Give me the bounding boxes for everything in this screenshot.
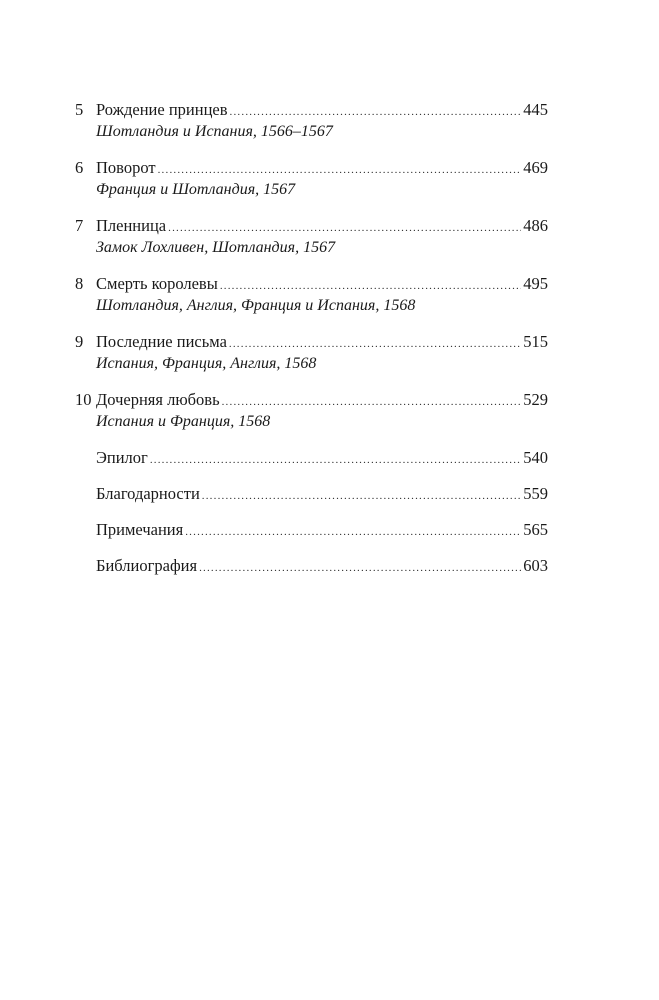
page-number[interactable]: 559 (523, 484, 548, 503)
toc-epilogue[interactable] (75, 447, 548, 469)
page-number[interactable]: 529 (523, 390, 548, 409)
page-number[interactable]: 565 (523, 520, 548, 539)
section-title[interactable]: Примечания (96, 520, 184, 539)
chapter-number: 6 (75, 158, 84, 177)
table-of-contents (75, 99, 548, 591)
toc-bibliography[interactable] (75, 555, 548, 577)
chapter-title[interactable]: Пленница (96, 216, 167, 235)
chapter-title[interactable]: Рождение принцев (96, 100, 228, 119)
dot-leader (229, 333, 521, 355)
section-title[interactable]: Библиография (96, 556, 198, 575)
toc-chapter-5[interactable] (75, 99, 548, 142)
page-number[interactable]: 515 (523, 332, 548, 351)
toc-acknowledgements[interactable] (75, 483, 548, 505)
chapter-number: 9 (75, 332, 84, 351)
chapter-title[interactable]: Смерть королевы (96, 274, 218, 293)
chapter-subtitle: Шотландия, Англия, Франция и Испания, 1568 (96, 297, 416, 314)
chapter-number: 10 (75, 390, 92, 409)
dot-leader (185, 521, 521, 543)
page-number[interactable]: 445 (523, 100, 548, 119)
page-number[interactable]: 486 (523, 216, 548, 235)
chapter-subtitle: Франция и Шотландия, 1567 (96, 181, 296, 198)
section-title[interactable]: Благодарности (96, 484, 200, 503)
chapter-title[interactable]: Последние письма (96, 332, 227, 351)
toc-chapter-8[interactable] (75, 273, 548, 316)
toc-chapter-6[interactable] (75, 157, 548, 200)
page-number[interactable]: 495 (523, 274, 548, 293)
chapter-title[interactable]: Поворот (96, 158, 156, 177)
page-number[interactable]: 603 (523, 556, 548, 575)
chapter-subtitle: Шотландия и Испания, 1566–1567 (96, 123, 333, 140)
dot-leader (158, 159, 522, 181)
page-number[interactable]: 540 (523, 448, 548, 467)
toc-chapter-10[interactable] (75, 389, 548, 432)
dot-leader (199, 557, 521, 579)
dot-leader (222, 391, 522, 413)
chapter-number: 7 (75, 216, 84, 235)
chapter-number: 8 (75, 274, 84, 293)
dot-leader (168, 217, 521, 239)
dot-leader (150, 449, 521, 471)
chapter-title[interactable]: Дочерняя любовь (96, 390, 220, 409)
toc-notes[interactable] (75, 519, 548, 541)
chapter-number: 5 (75, 100, 84, 119)
toc-chapter-9[interactable] (75, 331, 548, 374)
page-number[interactable]: 469 (523, 158, 548, 177)
chapter-subtitle: Замок Лохливен, Шотландия, 1567 (96, 239, 336, 256)
toc-chapter-7[interactable] (75, 215, 548, 258)
chapter-subtitle: Испания и Франция, 1568 (96, 413, 271, 430)
section-title[interactable]: Эпилог (96, 448, 148, 467)
dot-leader (230, 101, 522, 123)
chapter-subtitle: Испания, Франция, Англия, 1568 (96, 355, 317, 372)
dot-leader (220, 275, 521, 297)
dot-leader (202, 485, 521, 507)
